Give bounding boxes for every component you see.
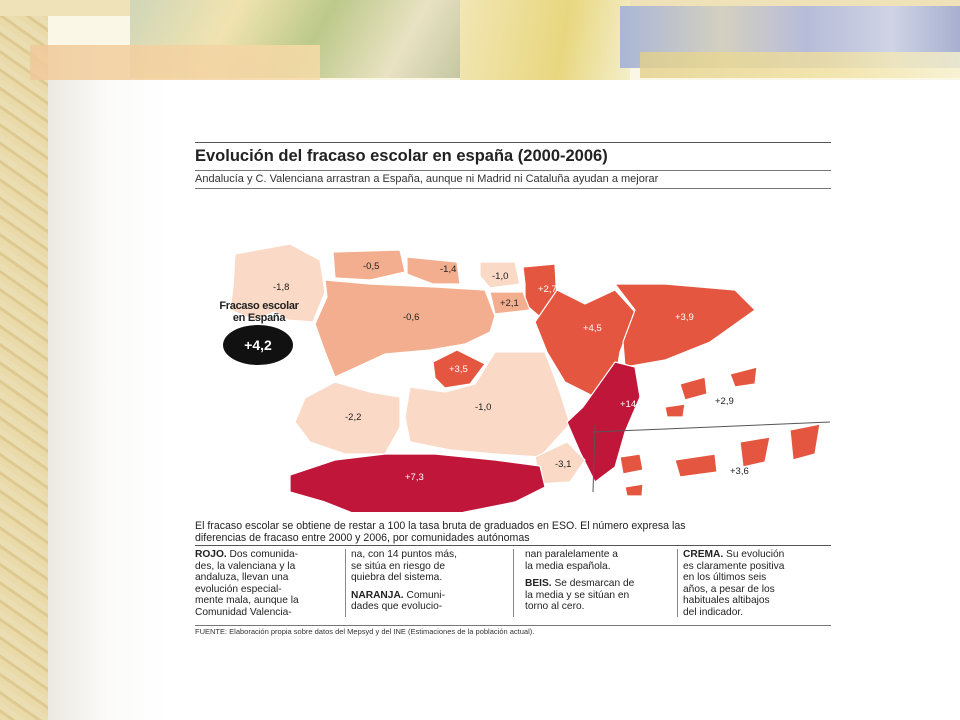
region-value-cantabria: -1,4	[440, 264, 457, 275]
legend-text: na, con 14 puntos más,	[351, 549, 457, 560]
region-value-cataluna: +3,9	[675, 312, 694, 323]
legend-separator	[195, 545, 831, 546]
infographic	[195, 142, 835, 637]
region-value-andalucia: +7,3	[405, 472, 424, 483]
legend-text: habituales altibajos	[683, 595, 770, 607]
legend-text: andaluza, llevan una	[195, 572, 289, 584]
region-value-galicia: -1,8	[273, 282, 290, 293]
source-note: FUENTE: Elaboración propia sobre datos del Mepsyd y del INE (Estimaciones de la población actual).	[195, 625, 831, 636]
region-baleares	[665, 367, 757, 417]
legend-text: evolución especial-	[195, 583, 282, 595]
legend-text: años, a pesar de los	[683, 583, 775, 595]
legend-col-3	[525, 549, 675, 613]
legend-text: se sitúa en riesgo de	[351, 560, 446, 572]
region-value-castilla-leon: -0,6	[403, 312, 420, 323]
region-value-navarra: +2,7	[538, 284, 557, 295]
infographic-subtitle: Andalucía y C. Valenciana arrastran a España, aunque ni Madrid ni Cataluña ayudan a mejorar	[195, 170, 831, 189]
legend-divider	[513, 549, 514, 617]
legend-text: en los últimos seis	[683, 572, 767, 584]
legend-text: Se desmarcan de	[551, 578, 635, 590]
legend-rojo-key: ROJO.	[195, 549, 227, 560]
national-label-line1: Fracaso escolar	[219, 300, 299, 312]
legend-text: torno al cero.	[525, 601, 585, 613]
legend-divider	[677, 549, 678, 617]
explanatory-note	[195, 520, 835, 544]
region-andalucia	[290, 454, 545, 512]
legend-divider	[345, 549, 346, 617]
national-label-line2: en España	[232, 312, 286, 324]
spain-map	[195, 192, 835, 512]
legend-text: Su evolución	[723, 549, 785, 560]
legend-text: es claramente positiva	[683, 560, 785, 572]
legend-text: del indicador.	[683, 606, 744, 618]
region-value-asturias: -0,5	[363, 261, 380, 272]
legend-text: dades que evolucio-	[351, 601, 443, 613]
region-value-c-valenciana: +14,4	[620, 399, 645, 410]
region-value-baleares: +2,9	[715, 396, 734, 407]
legend-crema-key: CREMA.	[683, 549, 724, 560]
legend-text: Dos comunida-	[226, 549, 299, 560]
region-value-extremadura: -2,2	[345, 412, 362, 423]
decorative-banner	[0, 0, 960, 80]
legend-col-2	[351, 549, 501, 613]
legend-text: mente mala, aunque la	[195, 595, 299, 607]
legend-text: quiebra del sistema.	[351, 572, 443, 584]
region-canarias	[620, 424, 820, 496]
legend-text: Comunidad Valencia-	[195, 606, 292, 618]
region-value-la-rioja: +2,1	[500, 298, 519, 309]
region-value-canarias: +3,6	[730, 466, 749, 477]
legend-text: la media española.	[525, 560, 611, 572]
region-value-murcia: -3,1	[555, 459, 572, 470]
legend-text: des, la valenciana y la	[195, 560, 296, 572]
note-line-1: El fracaso escolar se obtiene de restar a 100 la tasa bruta de graduados en ESO. El número expresa las	[195, 520, 686, 532]
legend-beis-key: BEIS.	[525, 578, 552, 590]
legend-text: la media y se sitúan en	[525, 589, 630, 601]
region-value-pais-vasco: -1,0	[492, 271, 509, 282]
legend-col-4	[683, 549, 833, 619]
legend-text: Comuni-	[403, 589, 445, 601]
legend-naranja-key: NARANJA.	[351, 589, 404, 601]
national-value-badge: +4,2	[223, 325, 293, 365]
region-value-castilla-la-mancha: -1,0	[475, 402, 492, 413]
region-value-madrid: +3,5	[449, 364, 468, 375]
national-label	[205, 300, 313, 324]
region-cataluna	[615, 284, 755, 367]
legend-col-1	[195, 549, 335, 619]
parchment-strip	[0, 0, 48, 720]
region-value-aragon: +4,5	[583, 323, 602, 334]
infographic-title: Evolución del fracaso escolar en españa (2000-2006)	[195, 142, 831, 169]
note-line-2: diferencias de fracaso entre 2000 y 2006, por comunidades autónomas	[195, 532, 530, 544]
legend-text: nan paralelamente a	[525, 549, 618, 560]
